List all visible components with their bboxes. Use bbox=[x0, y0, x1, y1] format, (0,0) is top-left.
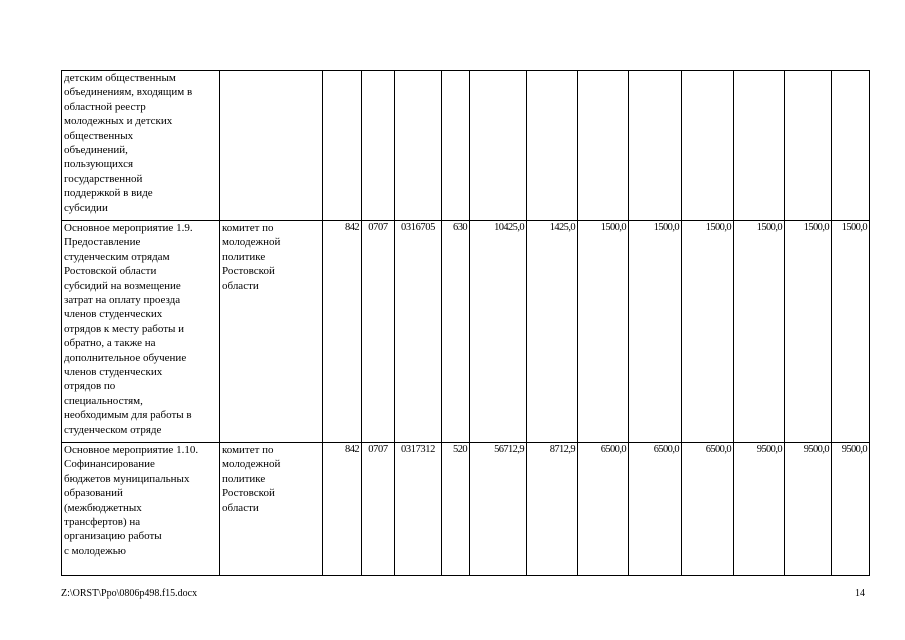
value-cell: 0316705 bbox=[395, 221, 442, 443]
value-cell: 9500,0 bbox=[734, 443, 785, 576]
value-cell bbox=[832, 71, 870, 221]
responsible-line: молодежной bbox=[222, 236, 281, 249]
description-line: Основное мероприятие 1.9. bbox=[64, 222, 193, 234]
value-cell: 842 bbox=[323, 221, 362, 443]
description-line: Основное мероприятие 1.10. bbox=[64, 444, 199, 456]
value-cell bbox=[442, 71, 470, 221]
description-line: (межбюджетных bbox=[64, 501, 142, 514]
value-cell bbox=[362, 71, 395, 221]
footer-file-path: Z:\ORST\Ppo\0806p498.f15.docx bbox=[61, 588, 198, 599]
value-cell bbox=[578, 71, 629, 221]
responsible-line: Ростовской bbox=[222, 265, 275, 278]
description-line: объединениям, входящим в bbox=[64, 86, 193, 99]
description-line: отрядов к месту работы и bbox=[64, 322, 185, 335]
value-cell: 56712,9 bbox=[470, 443, 527, 576]
description-line: обратно, а также на bbox=[64, 337, 156, 350]
value-cell bbox=[734, 71, 785, 221]
responsible-line: молодежной bbox=[222, 458, 281, 471]
value-cell: 0707 bbox=[362, 221, 395, 443]
value-cell: 520 bbox=[442, 443, 470, 576]
responsible-line: Ростовской bbox=[222, 487, 275, 500]
table-row bbox=[62, 221, 870, 443]
value-cell: 1500,0 bbox=[682, 221, 734, 443]
responsible-line: области bbox=[222, 501, 259, 514]
value-cell: 10425,0 bbox=[470, 221, 527, 443]
description-line: пользующихся bbox=[64, 158, 134, 171]
footer-page-number: 14 bbox=[855, 588, 865, 599]
responsible-executor-cell bbox=[220, 443, 323, 576]
responsible-line: политике bbox=[222, 250, 266, 263]
value-cell bbox=[682, 71, 734, 221]
description-line: студенческом отряде bbox=[64, 423, 162, 436]
value-cell bbox=[323, 71, 362, 221]
value-cell: 1500,0 bbox=[785, 221, 832, 443]
responsible-line: комитет по bbox=[222, 444, 274, 456]
description-line: специальностям, bbox=[64, 394, 143, 407]
value-cell bbox=[395, 71, 442, 221]
value-cell: 0707 bbox=[362, 443, 395, 576]
description-line: необходимым для работы в bbox=[64, 409, 192, 422]
table-row bbox=[62, 71, 870, 221]
responsible-line: области bbox=[222, 279, 259, 292]
description-line: студенческим отрядам bbox=[64, 250, 170, 263]
value-cell: 8712,9 bbox=[527, 443, 578, 576]
value-cell: 1500,0 bbox=[734, 221, 785, 443]
value-cell: 6500,0 bbox=[682, 443, 734, 576]
responsible-executor-cell bbox=[220, 71, 323, 221]
value-cell: 9500,0 bbox=[832, 443, 870, 576]
description-line: субсидий на возмещение bbox=[64, 279, 181, 292]
description-line: членов студенческих bbox=[64, 308, 163, 321]
table-body bbox=[62, 71, 870, 576]
description-line: областной реестр bbox=[64, 100, 146, 113]
responsible-line: комитет по bbox=[222, 222, 274, 234]
responsible-line: политике bbox=[222, 472, 266, 485]
responsible-executor-cell bbox=[220, 221, 323, 443]
value-cell: 1500,0 bbox=[578, 221, 629, 443]
description-line: молодежных и детских bbox=[64, 115, 173, 128]
value-cell: 6500,0 bbox=[629, 443, 682, 576]
activity-description-cell bbox=[62, 443, 220, 576]
description-line: бюджетов муниципальных bbox=[64, 472, 190, 485]
activity-description-cell bbox=[62, 221, 220, 443]
activity-description-cell bbox=[62, 71, 220, 221]
description-line: субсидии bbox=[64, 201, 108, 214]
value-cell bbox=[527, 71, 578, 221]
description-line: Софинансирование bbox=[64, 458, 155, 471]
description-line: отрядов по bbox=[64, 380, 116, 393]
description-line: детским общественным bbox=[64, 72, 176, 84]
value-cell bbox=[470, 71, 527, 221]
value-cell: 9500,0 bbox=[785, 443, 832, 576]
value-cell: 6500,0 bbox=[578, 443, 629, 576]
description-line: трансфертов) на bbox=[64, 516, 141, 529]
description-line: объединений, bbox=[64, 144, 128, 157]
description-line: с молодежью bbox=[64, 544, 126, 557]
value-cell: 630 bbox=[442, 221, 470, 443]
description-line: общественных bbox=[64, 129, 134, 142]
value-cell: 842 bbox=[323, 443, 362, 576]
description-line: государственной bbox=[64, 172, 143, 185]
value-cell: 1500,0 bbox=[629, 221, 682, 443]
value-cell bbox=[785, 71, 832, 221]
value-cell: 1425,0 bbox=[527, 221, 578, 443]
description-line: затрат на оплату проезда bbox=[64, 294, 181, 307]
value-cell: 0317312 bbox=[395, 443, 442, 576]
description-line: членов студенческих bbox=[64, 366, 163, 379]
description-line: Предоставление bbox=[64, 236, 141, 249]
description-line: организацию работы bbox=[64, 530, 162, 543]
budget-table bbox=[61, 70, 870, 576]
value-cell: 1500,0 bbox=[832, 221, 870, 443]
description-line: образований bbox=[64, 487, 123, 500]
description-line: Ростовской области bbox=[64, 265, 157, 278]
description-line: поддержкой в виде bbox=[64, 187, 153, 200]
description-line: дополнительное обучение bbox=[64, 351, 187, 364]
value-cell bbox=[629, 71, 682, 221]
table-row bbox=[62, 443, 870, 576]
